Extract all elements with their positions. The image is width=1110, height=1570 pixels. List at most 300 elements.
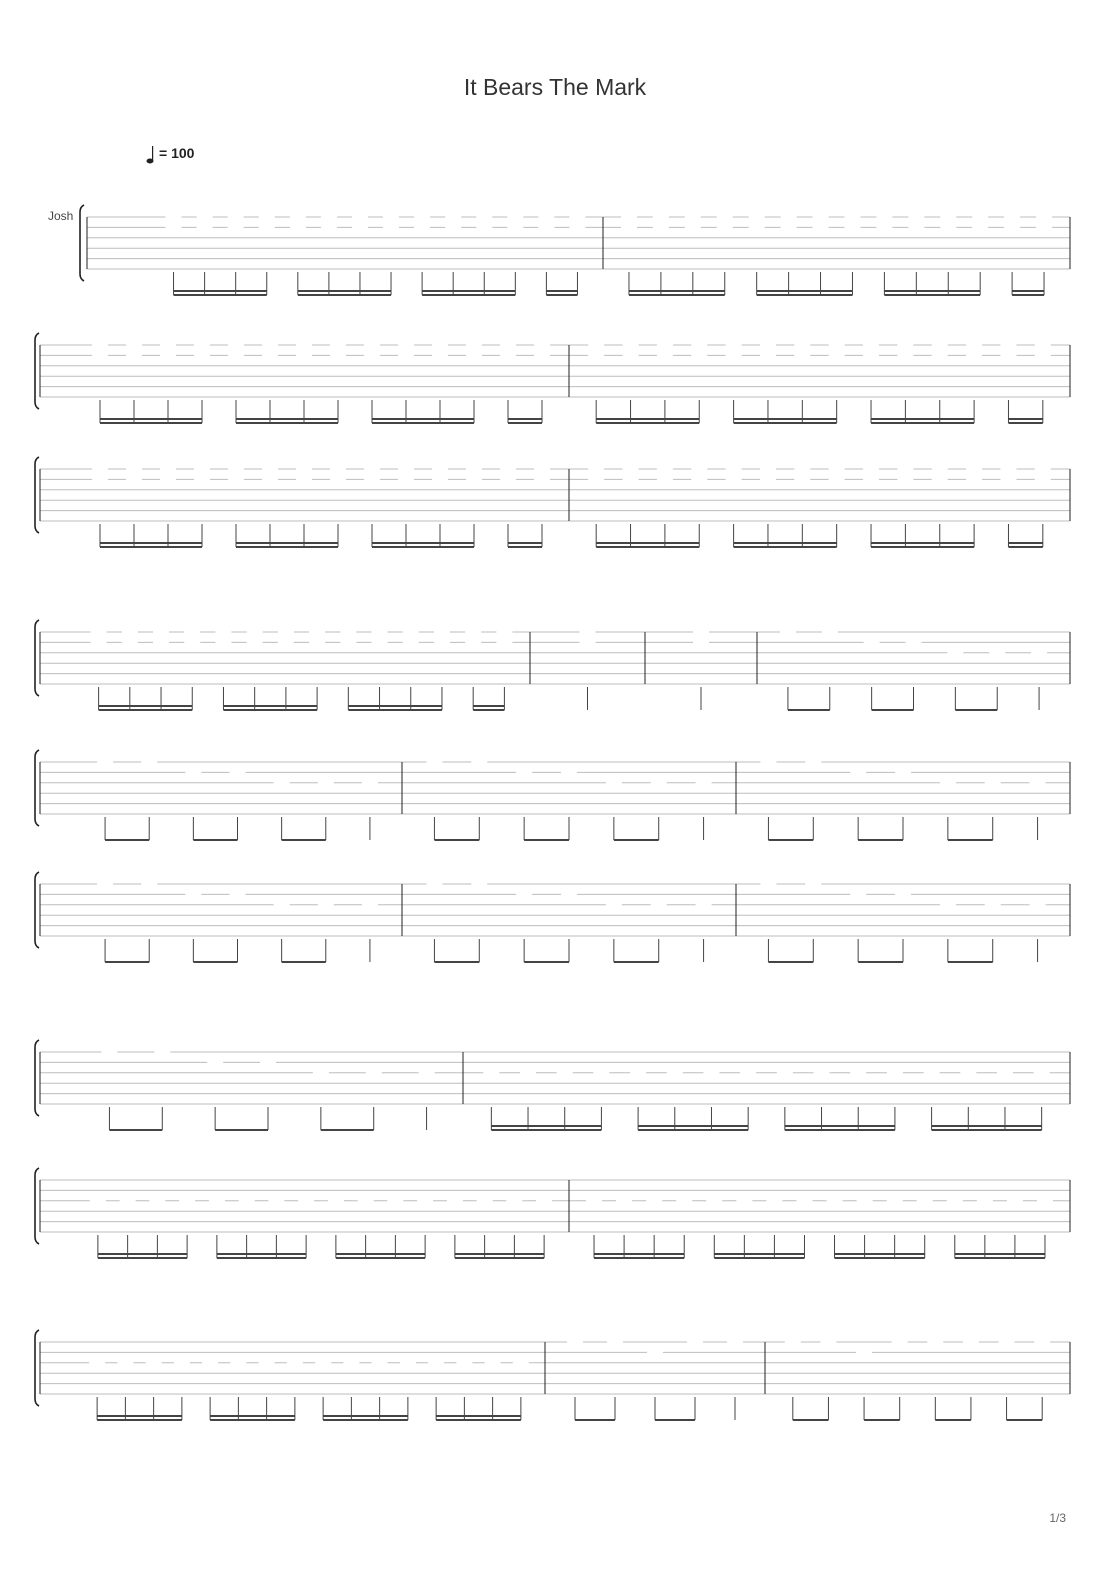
fret-mask [97, 878, 113, 890]
fret-mask [569, 211, 585, 223]
fret-mask [895, 766, 911, 778]
fret-mask [228, 349, 244, 361]
fret-mask [960, 1067, 976, 1079]
fret-mask [428, 1357, 444, 1369]
fret-mask [863, 473, 879, 485]
fret-mask [989, 647, 1005, 659]
fret-mask [230, 1357, 246, 1369]
fret-mask [352, 221, 368, 233]
fret-mask [794, 463, 810, 475]
fret-mask [362, 899, 378, 911]
fret-mask [623, 463, 639, 475]
fret-mask [876, 221, 892, 233]
fret-mask [321, 211, 337, 223]
fret-mask [92, 473, 108, 485]
fret-mask [561, 766, 577, 778]
fret-mask [947, 647, 963, 659]
fret-mask [230, 888, 246, 900]
fret-mask [972, 221, 988, 233]
fret-mask [126, 349, 142, 361]
fret-mask [917, 1195, 933, 1207]
fret-mask [780, 626, 796, 638]
fret-mask [471, 756, 487, 768]
fret-mask [403, 626, 419, 638]
tab-system [80, 205, 1070, 295]
fret-mask [466, 339, 482, 351]
fret-mask [500, 463, 516, 475]
fret-mask [777, 1067, 793, 1079]
fret-mask [536, 1195, 552, 1207]
fret-mask [466, 473, 482, 485]
fret-mask [623, 473, 639, 485]
fret-mask [166, 211, 182, 223]
fret-mask [268, 1195, 284, 1207]
fret-mask [340, 636, 356, 648]
fret-mask [141, 878, 157, 890]
fret-mask [358, 1195, 374, 1207]
fret-mask [588, 349, 604, 361]
fret-mask [445, 221, 461, 233]
fret-mask [321, 221, 337, 233]
fret-mask [557, 1067, 573, 1079]
fret-mask [101, 1046, 117, 1058]
fret-mask [507, 221, 523, 233]
quarter-note-icon [152, 146, 153, 160]
fret-mask [372, 626, 388, 638]
fret-mask [1037, 1195, 1053, 1207]
fret-mask [760, 878, 776, 890]
fret-mask [315, 1357, 331, 1369]
fret-mask [760, 473, 776, 485]
fret-mask [850, 1067, 866, 1079]
fret-mask [92, 349, 108, 361]
page-number: 1/3 [1049, 1511, 1066, 1525]
fret-mask [1007, 1195, 1023, 1207]
fret-mask [588, 473, 604, 485]
fret-mask [947, 1195, 963, 1207]
fret-mask [534, 349, 550, 361]
fret-mask [262, 349, 278, 361]
fret-mask [932, 473, 948, 485]
fret-mask [760, 756, 776, 768]
system-bracket [35, 1040, 39, 1116]
fret-mask [588, 463, 604, 475]
fret-mask [330, 349, 346, 361]
fret-mask [296, 339, 312, 351]
fret-mask [372, 1357, 388, 1369]
fret-mask [691, 463, 707, 475]
fret-mask [507, 211, 523, 223]
fret-mask [194, 463, 210, 475]
fret-mask [781, 211, 797, 223]
fret-mask [534, 463, 550, 475]
fret-mask [696, 777, 712, 789]
fret-mask [1035, 349, 1051, 361]
fret-mask [908, 211, 924, 223]
fret-mask [383, 211, 399, 223]
fret-mask [117, 1357, 133, 1369]
fret-mask [290, 221, 306, 233]
fret-mask [91, 636, 107, 648]
fret-mask [593, 1067, 609, 1079]
fret-mask [580, 636, 596, 648]
fret-mask [296, 473, 312, 485]
fret-mask [296, 463, 312, 475]
fret-mask [1030, 777, 1046, 789]
fret-mask [153, 626, 169, 638]
fret-mask [160, 473, 176, 485]
fret-mask [588, 339, 604, 351]
fret-mask [328, 1195, 344, 1207]
fret-mask [766, 1195, 782, 1207]
fret-mask [92, 339, 108, 351]
fret-mask [667, 1067, 683, 1079]
fret-mask [228, 463, 244, 475]
fret-mask [1035, 473, 1051, 485]
fret-mask [966, 473, 982, 485]
fret-mask [400, 1357, 416, 1369]
tab-system [35, 750, 1070, 840]
fret-mask [1000, 339, 1016, 351]
fret-mask [466, 349, 482, 361]
fret-mask [749, 211, 765, 223]
fret-mask [717, 221, 733, 233]
fret-mask [1004, 211, 1020, 223]
fret-mask [417, 1195, 433, 1207]
fret-mask [657, 473, 673, 485]
fret-mask [290, 211, 306, 223]
fret-mask [932, 463, 948, 475]
fret-mask [160, 339, 176, 351]
fret-mask [580, 626, 596, 638]
fret-mask [228, 473, 244, 485]
fret-mask [318, 777, 334, 789]
fret-mask [822, 626, 838, 638]
tab-system [35, 457, 1070, 547]
fret-mask [1000, 349, 1016, 361]
fret-mask [398, 463, 414, 475]
fret-mask [126, 463, 142, 475]
fret-mask [466, 463, 482, 475]
fret-mask [887, 1195, 903, 1207]
fret-mask [91, 626, 107, 638]
fret-mask [805, 878, 821, 890]
fret-mask [538, 221, 554, 233]
fret-mask [829, 339, 845, 351]
fret-mask [616, 1195, 632, 1207]
fret-mask [432, 463, 448, 475]
fret-mask [647, 1346, 663, 1358]
fret-mask [864, 636, 880, 648]
fret-mask [829, 349, 845, 361]
fret-mask [651, 899, 667, 911]
fret-mask [863, 349, 879, 361]
fret-mask [513, 1357, 529, 1369]
fret-mask [330, 339, 346, 351]
fret-mask [687, 1336, 703, 1348]
fret-mask [434, 636, 450, 648]
fret-mask [691, 339, 707, 351]
fret-mask [398, 339, 414, 351]
fret-mask [538, 211, 554, 223]
fret-mask [1036, 211, 1052, 223]
fret-mask [419, 1067, 435, 1079]
fret-mask [141, 756, 157, 768]
fret-mask [330, 463, 346, 475]
fret-mask [262, 339, 278, 351]
fret-mask [194, 339, 210, 351]
fret-mask [166, 221, 182, 233]
fret-mask [685, 211, 701, 223]
fret-mask [432, 473, 448, 485]
fret-mask [906, 636, 922, 648]
fret-mask [483, 1067, 499, 1079]
fret-mask [160, 349, 176, 361]
fret-mask [366, 1067, 382, 1079]
fret-mask [963, 1336, 979, 1348]
fret-mask [534, 473, 550, 485]
fret-mask [908, 221, 924, 233]
fret-mask [259, 221, 275, 233]
system-bracket [35, 457, 39, 533]
fret-mask [623, 349, 639, 361]
fret-mask [785, 1336, 801, 1348]
fret-mask [500, 473, 516, 485]
fret-mask [364, 349, 380, 361]
score-title: It Bears The Mark [463, 74, 647, 100]
fret-mask [760, 349, 776, 361]
fret-mask [516, 766, 532, 778]
fret-mask [895, 888, 911, 900]
fret-mask [432, 349, 448, 361]
fret-mask [653, 221, 669, 233]
fret-mask [897, 339, 913, 351]
fret-mask [247, 636, 263, 648]
fret-mask [260, 1056, 276, 1068]
fret-mask [850, 888, 866, 900]
fret-mask [383, 221, 399, 233]
fret-mask [703, 1067, 719, 1079]
fret-mask [330, 473, 346, 485]
fret-mask [364, 473, 380, 485]
tab-system [35, 1040, 1070, 1130]
tempo-marking [147, 145, 195, 164]
fret-mask [197, 221, 213, 233]
fret-mask [471, 878, 487, 890]
fret-mask [215, 626, 231, 638]
fret-mask [1004, 221, 1020, 233]
fret-mask [414, 211, 430, 223]
fret-mask [892, 1336, 908, 1348]
fret-mask [927, 1336, 943, 1348]
fret-mask [685, 221, 701, 233]
fret-mask [897, 349, 913, 361]
fret-mask [856, 1346, 872, 1358]
fret-mask [972, 211, 988, 223]
fret-mask [89, 1357, 105, 1369]
fret-mask [149, 1195, 165, 1207]
tab-system [35, 333, 1070, 423]
fret-mask [185, 766, 201, 778]
fret-mask [426, 878, 442, 890]
fret-mask [966, 339, 982, 351]
fret-mask [693, 636, 709, 648]
fret-mask [985, 777, 1001, 789]
fret-mask [318, 899, 334, 911]
fret-mask [259, 1357, 275, 1369]
fret-mask [209, 1195, 225, 1207]
fret-mask [657, 463, 673, 475]
fret-mask [997, 1067, 1013, 1079]
fret-mask [794, 473, 810, 485]
fret-mask [940, 211, 956, 223]
fret-mask [154, 1046, 170, 1058]
fret-mask [897, 463, 913, 475]
fret-mask [827, 1195, 843, 1207]
fret-mask [352, 211, 368, 223]
fret-mask [740, 1067, 756, 1079]
fret-mask [197, 211, 213, 223]
fret-mask [274, 899, 290, 911]
fret-mask [569, 221, 585, 233]
fret-mask [485, 1357, 501, 1369]
fret-mask [813, 211, 829, 223]
fret-mask [814, 1067, 830, 1079]
system-bracket [35, 1168, 39, 1244]
fret-mask [179, 1195, 195, 1207]
fret-mask [736, 1195, 752, 1207]
fret-mask [90, 1195, 106, 1207]
fret-mask [726, 463, 742, 475]
fret-mask [262, 463, 278, 475]
fret-mask [372, 636, 388, 648]
fret-mask [1036, 221, 1052, 233]
fret-mask [966, 463, 982, 475]
fret-mask [623, 339, 639, 351]
fret-mask [185, 888, 201, 900]
fret-mask [364, 463, 380, 475]
fret-mask [296, 349, 312, 361]
fret-mask [985, 899, 1001, 911]
tab-system [35, 1330, 1070, 1420]
fret-mask [445, 211, 461, 223]
fret-mask [239, 1195, 255, 1207]
fret-mask [398, 473, 414, 485]
fret-mask [813, 221, 829, 233]
fret-mask [796, 1195, 812, 1207]
fret-mask [863, 463, 879, 475]
fret-mask [228, 211, 244, 223]
fret-mask [676, 1195, 692, 1207]
fret-mask [1000, 473, 1016, 485]
fret-mask [760, 339, 776, 351]
fret-mask [1031, 647, 1047, 659]
fret-mask [760, 463, 776, 475]
fret-mask [727, 1336, 743, 1348]
fret-mask [262, 473, 278, 485]
fret-mask [398, 349, 414, 361]
fret-mask [726, 349, 742, 361]
fret-mask [924, 1067, 940, 1079]
tab-systems [35, 205, 1070, 1420]
fret-mask [122, 626, 138, 638]
fret-mask [651, 777, 667, 789]
fret-mask [657, 349, 673, 361]
fret-mask [887, 1067, 903, 1079]
fret-mask [287, 1357, 303, 1369]
fret-mask [932, 349, 948, 361]
fret-mask [184, 626, 200, 638]
fret-mask [122, 636, 138, 648]
fret-mask [496, 636, 512, 648]
fret-mask [259, 211, 275, 223]
fret-mask [92, 463, 108, 475]
fret-mask [653, 211, 669, 223]
fret-mask [387, 1195, 403, 1207]
fret-mask [850, 766, 866, 778]
fret-mask [606, 899, 622, 911]
fret-mask [1035, 463, 1051, 475]
fret-mask [693, 626, 709, 638]
fret-mask [940, 777, 956, 789]
fret-mask [434, 626, 450, 638]
fret-mask [126, 339, 142, 351]
fret-mask [174, 1357, 190, 1369]
fret-mask [646, 1195, 662, 1207]
fret-mask [194, 473, 210, 485]
fret-mask [696, 899, 712, 911]
fret-mask [476, 211, 492, 223]
fret-mask [717, 211, 733, 223]
fret-mask [516, 888, 532, 900]
tab-system [35, 872, 1070, 962]
fret-mask [691, 349, 707, 361]
fret-mask [1035, 339, 1051, 351]
fret-mask [298, 1195, 314, 1207]
fret-mask [343, 1357, 359, 1369]
fret-mask [567, 1336, 583, 1348]
fret-mask [364, 339, 380, 351]
fret-mask [403, 636, 419, 648]
fret-mask [230, 766, 246, 778]
fret-mask [781, 221, 797, 233]
fret-mask [630, 1067, 646, 1079]
fret-mask [477, 1195, 493, 1207]
fret-mask [447, 1195, 463, 1207]
fret-mask [932, 339, 948, 351]
fret-mask [228, 221, 244, 233]
fret-mask [844, 211, 860, 223]
fret-mask [126, 473, 142, 485]
fret-mask [247, 626, 263, 638]
fret-mask [1000, 463, 1016, 475]
system-bracket [35, 750, 39, 826]
system-bracket [35, 1330, 39, 1406]
fret-mask [726, 339, 742, 351]
fret-mask [520, 1067, 536, 1079]
fret-mask [844, 221, 860, 233]
fret-mask [309, 636, 325, 648]
fret-mask [940, 899, 956, 911]
fret-mask [500, 339, 516, 351]
fret-mask [456, 1357, 472, 1369]
fret-mask [506, 1195, 522, 1207]
fret-mask [897, 473, 913, 485]
fret-mask [691, 473, 707, 485]
fret-mask [726, 473, 742, 485]
fret-mask [184, 636, 200, 648]
system-bracket [35, 333, 39, 409]
